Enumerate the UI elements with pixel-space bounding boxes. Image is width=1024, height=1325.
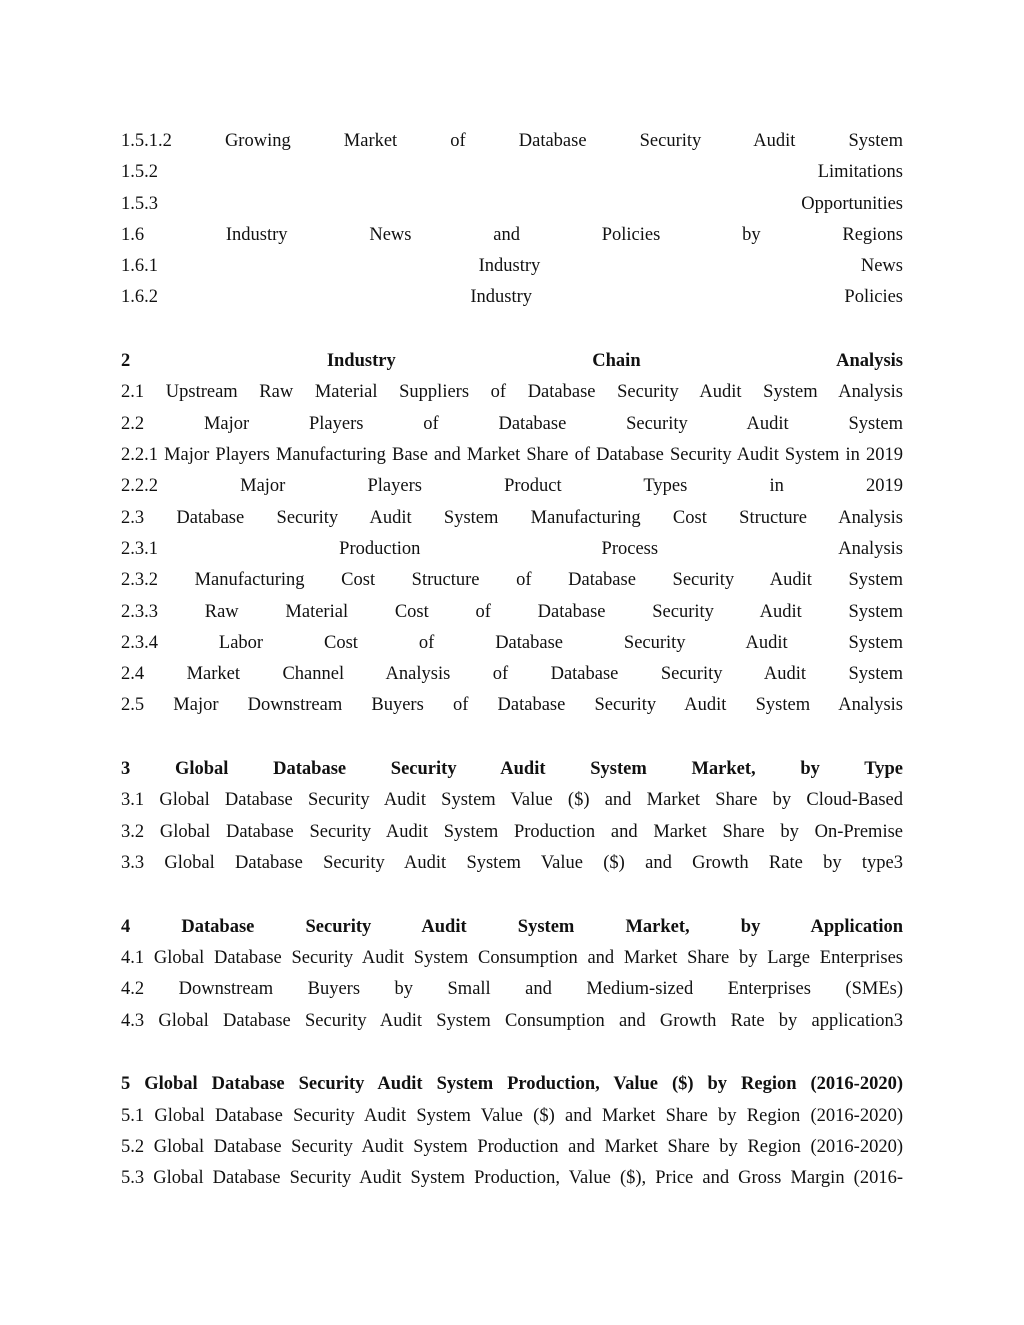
toc-entry: 2.4 Market Channel Analysis of Database Security Audit System: [121, 664, 903, 685]
toc-entry: 2.3.2 Manufacturing Cost Structure of Database Security Audit System: [121, 570, 903, 591]
toc-entry: 1.6 Industry News and Policies by Regions: [121, 224, 903, 245]
toc-entry: 2.2.2 Major Players Product Types in 2019: [121, 476, 903, 497]
toc-section-heading: 5 Global Database Security Audit System Production, Value ($) by Region (2016-2020): [121, 1074, 903, 1095]
toc-entry: 2.2.1 Major Players Manufacturing Base and Market Share of Database Security Audit System in 2019: [121, 445, 903, 466]
toc-entry: 3.1 Global Database Security Audit System Value ($) and Market Share by Cloud-Based: [121, 790, 903, 811]
toc-entry: 2.5 Major Downstream Buyers of Database Security Audit System Analysis: [121, 695, 903, 716]
toc-section-heading: 4 Database Security Audit System Market, by Application: [121, 916, 903, 937]
table-of-contents: [121, 126, 903, 1194]
toc-entry: 2.3.3 Raw Material Cost of Database Security Audit System: [121, 601, 903, 622]
toc-entry: 2.3.4 Labor Cost of Database Security Audit System: [121, 632, 903, 653]
toc-entry: 2.3.1 Production Process Analysis: [121, 538, 903, 559]
toc-entry: 4.3 Global Database Security Audit System Consumption and Growth Rate by application3: [121, 1010, 903, 1031]
toc-entry: 3.3 Global Database Security Audit System Value ($) and Growth Rate by type3: [121, 853, 903, 874]
toc-entry: 1.6.1 Industry News: [121, 256, 903, 277]
toc-entry: 1.5.2 Limitations: [121, 162, 903, 183]
toc-entry: 2.3 Database Security Audit System Manufacturing Cost Structure Analysis: [121, 507, 903, 528]
toc-section-heading: 2 Industry Chain Analysis: [121, 351, 903, 372]
toc-entry: 4.1 Global Database Security Audit System Consumption and Market Share by Large Enterprises: [121, 948, 903, 968]
toc-entry: 3.2 Global Database Security Audit System Production and Market Share by On-Premise: [121, 821, 903, 842]
toc-entry: 1.6.2 Industry Policies: [121, 287, 903, 308]
toc-entry: 5.3 Global Database Security Audit System Production, Value ($), Price and Gross Margin (2016-: [121, 1168, 903, 1189]
toc-entry: 4.2 Downstream Buyers by Small and Medium-sized Enterprises (SMEs): [121, 979, 903, 1000]
toc-entry: 2.1 Upstream Raw Material Suppliers of Database Security Audit System Analysis: [121, 382, 903, 403]
toc-entry: 5.2 Global Database Security Audit System Production and Market Share by Region (2016-2020): [121, 1136, 903, 1157]
toc-section-heading: 3 Global Database Security Audit System Market, by Type: [121, 759, 903, 780]
toc-entry: 5.1 Global Database Security Audit System Value ($) and Market Share by Region (2016-2020): [121, 1105, 903, 1126]
toc-entry: 1.5.1.2 Growing Market of Database Security Audit System: [121, 131, 903, 151]
toc-entry: 2.2 Major Players of Database Security Audit System: [121, 413, 903, 434]
toc-entry: 1.5.3 Opportunities: [121, 193, 903, 214]
